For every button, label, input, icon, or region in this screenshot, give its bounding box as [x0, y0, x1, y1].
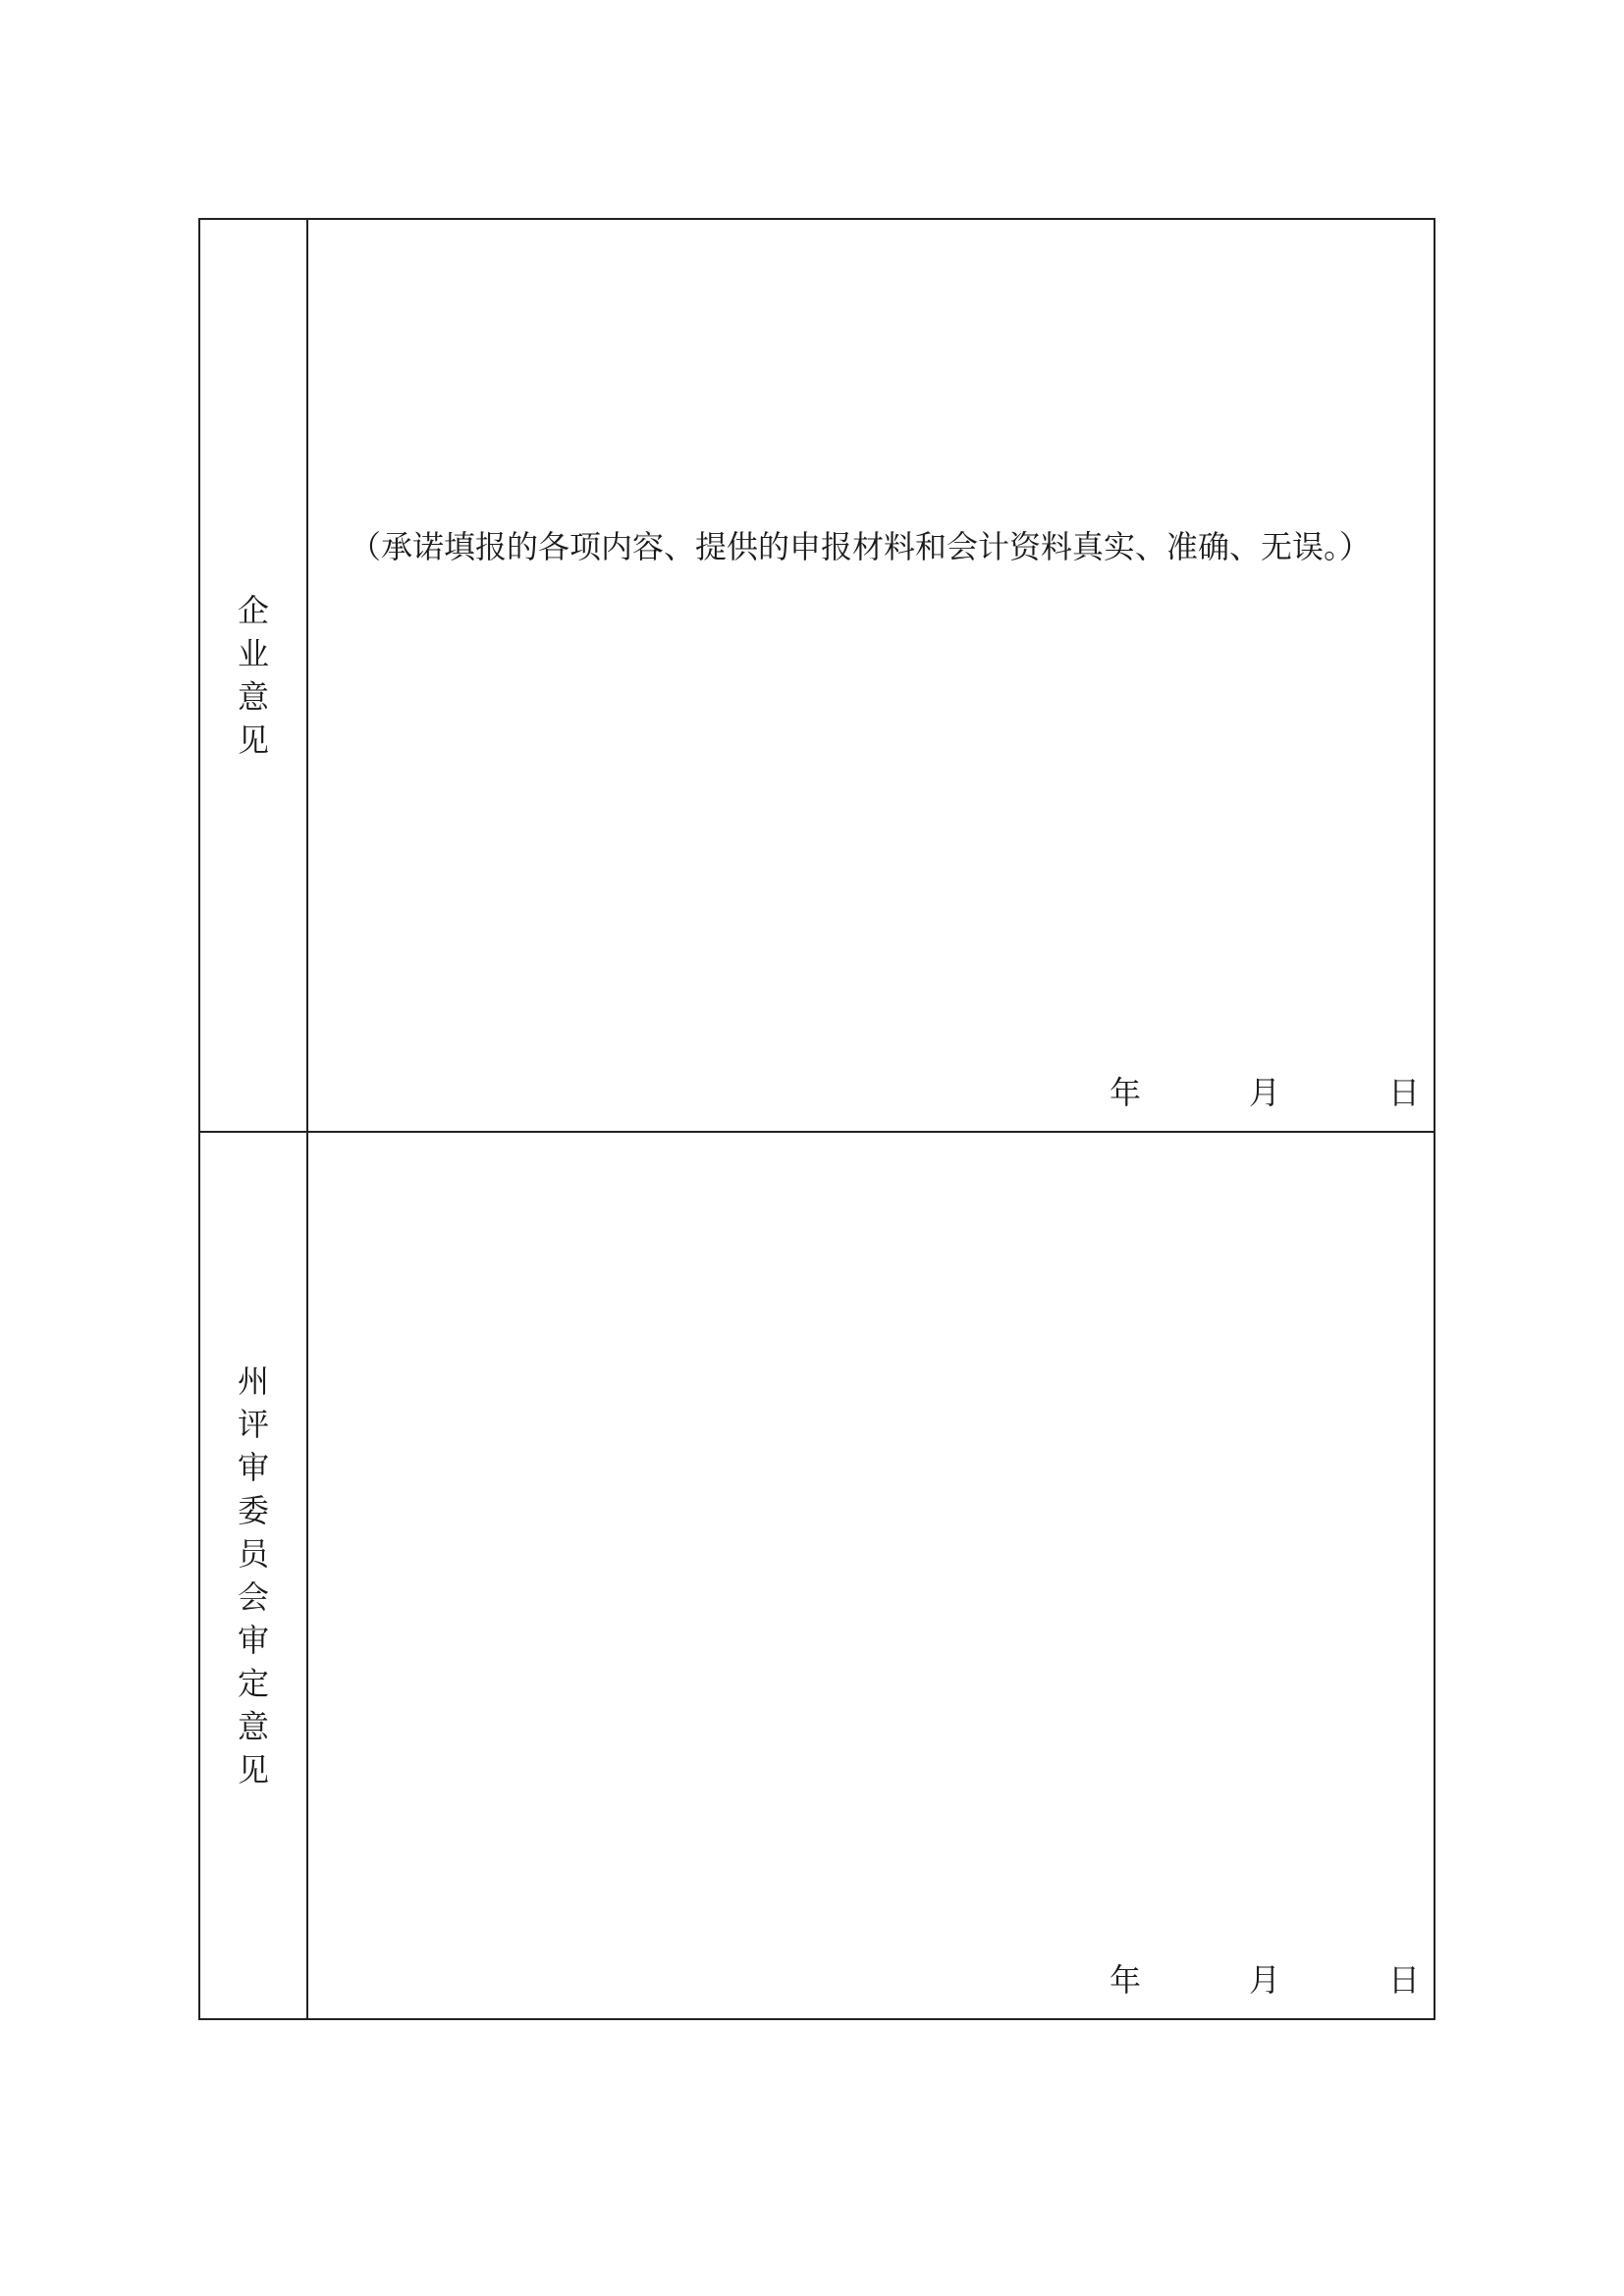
committee-opinion-label-cell	[200, 1133, 308, 2018]
enterprise-opinion-label	[238, 589, 269, 762]
label-char: 见	[237, 1751, 269, 1789]
label-char: 委	[237, 1492, 269, 1529]
committee-opinion-row	[200, 1133, 1434, 2018]
label-char: 审	[237, 1622, 269, 1659]
label-char: 州	[237, 1362, 269, 1400]
label-char: 评	[237, 1406, 269, 1443]
date-month-label: 月	[1248, 1961, 1280, 1999]
label-char: 业	[237, 635, 269, 672]
date-year-label: 年	[1109, 1074, 1141, 1111]
commitment-statement: （承诺填报的各项内容、提供的申报材料和会计资料真实、准确、无误。）	[350, 528, 1372, 565]
label-char: 意	[237, 1708, 269, 1745]
enterprise-date-line	[1110, 1068, 1420, 1113]
label-char: 企	[237, 592, 269, 629]
label-char: 会	[237, 1578, 269, 1616]
enterprise-opinion-content-cell[interactable]	[308, 220, 1434, 1131]
committee-date-line	[1110, 1955, 1420, 2001]
opinion-form-table	[198, 218, 1435, 2020]
label-char: 审	[237, 1449, 269, 1486]
label-char: 意	[237, 678, 269, 716]
committee-opinion-label	[238, 1360, 269, 1791]
date-day-label: 日	[1387, 1961, 1420, 1999]
date-day-label: 日	[1387, 1074, 1420, 1111]
label-char: 定	[237, 1665, 269, 1702]
label-char: 员	[237, 1535, 269, 1573]
enterprise-opinion-row	[200, 220, 1434, 1133]
date-month-label: 月	[1248, 1074, 1280, 1111]
label-char: 见	[237, 721, 269, 759]
committee-opinion-content-cell[interactable]	[308, 1133, 1434, 2018]
enterprise-opinion-label-cell	[200, 220, 308, 1131]
date-year-label: 年	[1109, 1961, 1141, 1999]
